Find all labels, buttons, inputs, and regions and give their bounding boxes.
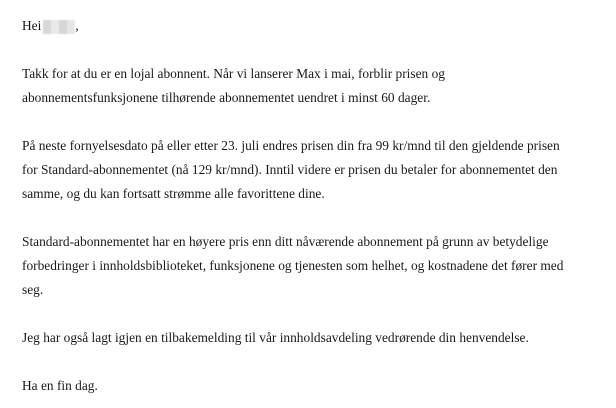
paragraph-gap bbox=[22, 110, 602, 134]
paragraph-2-line-2: for Standard-abonnementet (nå 129 kr/mnd). Inntil videre er prisen du betaler for abonnementet den bbox=[22, 162, 558, 177]
greeting-line bbox=[22, 14, 602, 38]
greeting-suffix: , bbox=[75, 18, 79, 33]
paragraph-3-line-3: seg. bbox=[22, 282, 44, 297]
redacted-name bbox=[43, 20, 75, 34]
paragraph-1-line-2: abonnementsfunksjonene tilhørende abonnementet uendret i minst 60 dager. bbox=[22, 90, 431, 105]
paragraph-3-line-1: Standard-abonnementet har en høyere pris enn ditt nåværende abonnement på grunn av betydelige bbox=[22, 234, 549, 249]
paragraph-gap bbox=[22, 350, 602, 374]
paragraph-2-line-3: samme, og du kan fortsatt strømme alle favorittene dine. bbox=[22, 186, 325, 201]
paragraph-gap bbox=[22, 206, 602, 230]
paragraph-2-line-1: På neste fornyelsesdato på eller etter 23. juli endres prisen din fra 99 kr/mnd til den gjeldende prisen bbox=[22, 138, 560, 153]
closing-line: Ha en fin dag. bbox=[22, 378, 98, 393]
paragraph-4: Jeg har også lagt igjen en tilbakemelding til vår innholdsavdeling vedrørende din henvendelse. bbox=[22, 330, 529, 345]
paragraph-2 bbox=[22, 134, 602, 206]
email-body bbox=[22, 14, 602, 398]
paragraph-3 bbox=[22, 230, 602, 302]
paragraph-1 bbox=[22, 62, 602, 110]
paragraph-1-line-1: Takk for at du er en lojal abonnent. Når vi lanserer Max i mai, forblir prisen og bbox=[22, 66, 445, 81]
paragraph-gap bbox=[22, 302, 602, 326]
paragraph-gap bbox=[22, 38, 602, 62]
greeting-prefix: Hei bbox=[22, 18, 42, 33]
paragraph-3-line-2: forbedringer i innholdsbiblioteket, funksjonene og tjenesten som helhet, og kostnadene det fører med bbox=[22, 258, 564, 273]
